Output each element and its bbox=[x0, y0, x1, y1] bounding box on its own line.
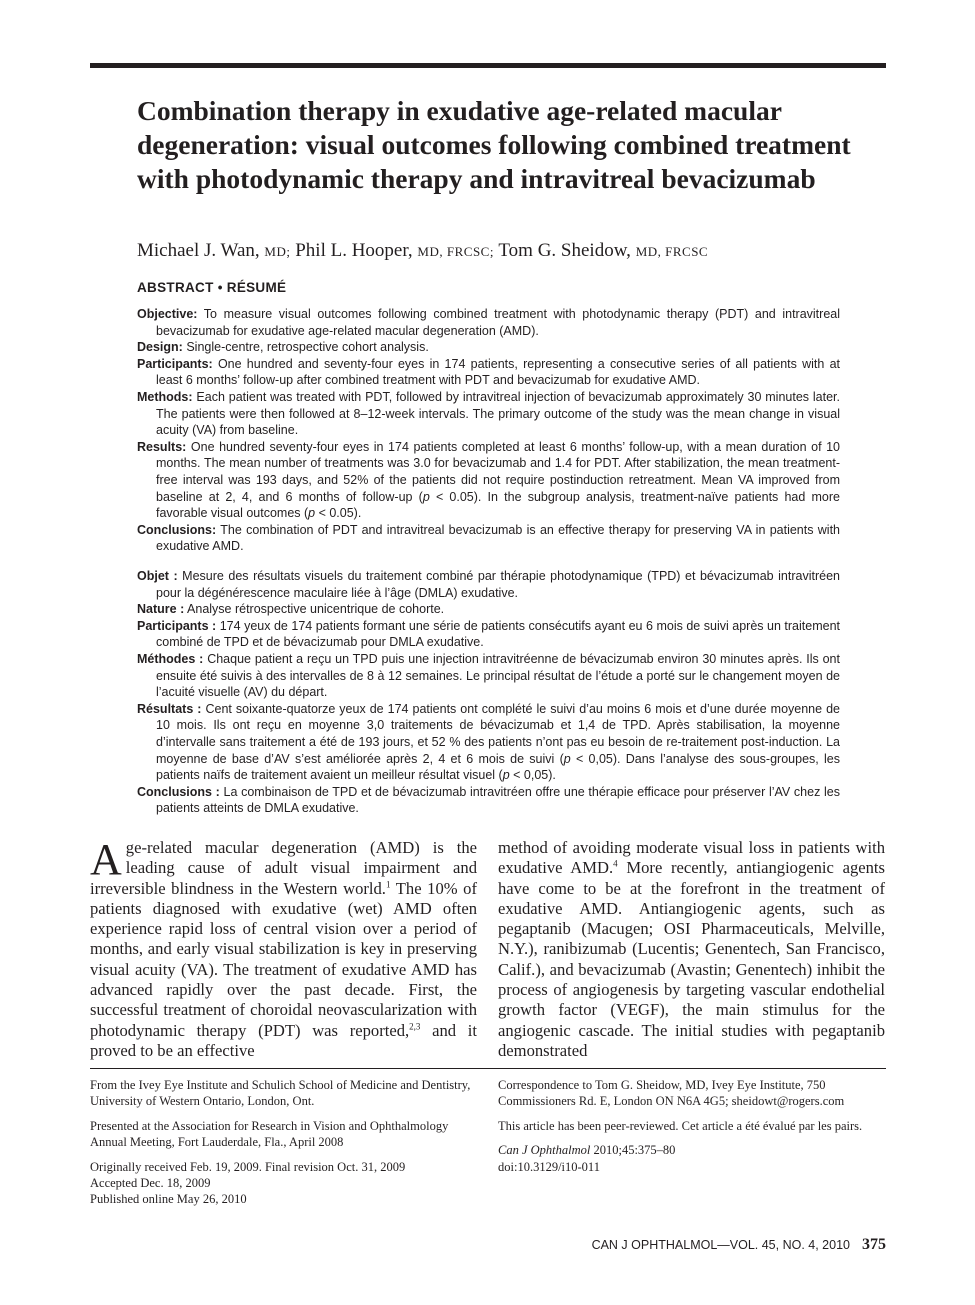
abstract-text: Single-centre, retrospective cohort analysis. bbox=[186, 340, 429, 355]
abstract-text: < 0.05). In the subgroup analysis, treatment-naïve patients had more favorable visual outcomes ( bbox=[156, 489, 840, 521]
resume-methodes bbox=[137, 651, 840, 701]
p-value-symbol: p bbox=[308, 506, 316, 521]
received-date: Originally received Feb. 19, 2009. Final revision Oct. 31, 2009 bbox=[90, 1159, 406, 1174]
abstract-label: Participants: bbox=[137, 356, 213, 371]
abstract-text: One hundred and seventy-four eyes in 174 patients, representing a consecutive series of all patients with at least 6 months’ follow-up after combined treatment with PDT and bevacizumab for exudative AMD. bbox=[156, 356, 840, 388]
author-degrees: MD; bbox=[264, 244, 291, 259]
body-text: method of avoiding moderate visual loss in patients with exudative AMD. bbox=[498, 838, 885, 878]
abstract-text: Analyse rétrospective unicentrique de cohorte. bbox=[187, 602, 445, 617]
author-name: Phil L. Hooper, bbox=[295, 240, 413, 261]
body-text: and it proved to be an effective bbox=[90, 1020, 477, 1060]
abstract-text: Mesure des résultats visuels du traitement combiné par thérapie photodynamique (TPD) et bévacizumab intravitréen pour la dégénérescence maculaire liée à l’âge (DMLA) exudative. bbox=[156, 569, 840, 600]
abstract-label: Participants : bbox=[137, 618, 217, 633]
author-name: Tom G. Sheidow, bbox=[498, 240, 631, 261]
p-value-symbol: p bbox=[563, 751, 571, 766]
abstract-label: Results: bbox=[137, 439, 187, 454]
abstract-label: Résultats : bbox=[137, 701, 202, 716]
abstract-text: < 0,05). bbox=[509, 768, 556, 783]
body-column-right bbox=[498, 838, 885, 1061]
abstract-label: Méthodes : bbox=[137, 651, 204, 666]
resume-participants bbox=[137, 618, 840, 651]
body-column-left bbox=[90, 835, 477, 1061]
abstract-label: Objective: bbox=[137, 307, 198, 321]
footnotes-left bbox=[90, 1077, 480, 1208]
citation bbox=[498, 1142, 888, 1158]
p-value-symbol: p bbox=[502, 768, 510, 783]
abstract-methods bbox=[137, 389, 840, 439]
abstract-text: One hundred seventy-four eyes in 174 patients completed at least 6 months’ follow-up, with a mean duration of 10 months. The mean number of treatments was 3.0 for bevacizumab and 1.4 for PDT. After stabilization, the mean treatment-free interval was 193 days, and 52% of the patients did not require postinduction retreatment. Mean VA improved from baseline at 2, 4, and 6 months of follow-up ( bbox=[156, 439, 840, 504]
footnote-rule bbox=[90, 1068, 886, 1069]
reference-marker: 2,3 bbox=[409, 1021, 421, 1032]
author-name: Michael J. Wan, bbox=[137, 240, 260, 261]
resume-resultats bbox=[137, 701, 840, 784]
abstract-label: Objet : bbox=[137, 569, 178, 583]
page-number: 375 bbox=[862, 1236, 886, 1253]
presentation-note: Presented at the Association for Research in Vision and Ophthalmology Annual Meeting, Fort Lauderdale, Fla., April 2008 bbox=[90, 1118, 449, 1150]
abstract-objective bbox=[137, 306, 840, 339]
abstract-label: Design: bbox=[137, 340, 183, 355]
abstract-label: Conclusions: bbox=[137, 522, 217, 537]
running-footer bbox=[579, 1236, 886, 1254]
abstract-label: Methods: bbox=[137, 389, 193, 404]
abstract-text: Cent soixante-quatorze yeux de 174 patients ont complété le suivi d’au moins 6 mois et d’une durée moyenne de 10 mois. Ils ont reçu en moyenne 3,0 traitements de bévacizumab et 1,4 de TPD. Après stabilisation, la moyenne d’intervalle sans traitement a été de 193 jours, et 52 % des patients n’ont pas eu besoin de re-traitement post-induction. La moyenne de base d’AV s’est améliorée après 2, 4 et 6 mois de suivi ( bbox=[156, 701, 840, 766]
resume-conclusions bbox=[137, 784, 840, 817]
correspondence-note: Correspondence to Tom G. Sheidow, MD, Ivey Eye Institute, 750 Commissioners Rd. E, London ON N6A 4G5; sheidowt@rogers.com bbox=[498, 1078, 845, 1109]
abstract-text: Each patient was treated with PDT, followed by intravitreal injection of bevacizumab approximately 30 minutes later. The patients were then followed at 8–12-week intervals. The primary outcome of the study was the mean change in visual acuity (VA) from baseline. bbox=[156, 389, 840, 438]
accepted-date: Accepted Dec. 18, 2009 bbox=[90, 1176, 211, 1191]
published-date: Published online May 26, 2010 bbox=[90, 1192, 247, 1207]
affiliation-note: From the Ivey Eye Institute and Schulich School of Medicine and Dentistry, University of Western Ontario, London, Ont. bbox=[90, 1078, 471, 1109]
abstract-text: 174 yeux de 174 patients formant une série de patients consécutifs ayant eu 6 mois de suivi après un traitement combiné de TPD et de bévacizumab pour DMLA exudative. bbox=[156, 618, 840, 650]
citation-details: 2010;45:375–80 bbox=[590, 1143, 676, 1158]
abstract-french bbox=[137, 568, 840, 817]
abstract-results bbox=[137, 439, 840, 522]
abstract-label: Conclusions : bbox=[137, 784, 220, 799]
footnotes-right bbox=[498, 1077, 888, 1175]
abstract-participants bbox=[137, 356, 840, 389]
journal-name: Can J Ophthalmol bbox=[498, 1143, 591, 1158]
abstract-english bbox=[137, 306, 840, 555]
drop-cap: A bbox=[90, 835, 122, 884]
abstract-label: Nature : bbox=[137, 602, 185, 617]
reference-marker: 1 bbox=[385, 879, 391, 890]
journal-issue: CAN J OPHTHALMOL—VOL. 45, NO. 4, 2010 bbox=[591, 1238, 850, 1252]
p-value-symbol: p bbox=[422, 489, 430, 504]
resume-objet bbox=[137, 568, 840, 601]
abstract-text: Chaque patient a reçu un TPD puis une injection intravitréenne de bévacizumab environ 30 minutes après. Ils ont ensuite été suivis à des intervalles de 8 à 12 semaines. Le principal résultat de l’étude a porté sur le changement moyen de l’acuité visuelle (AV) du départ. bbox=[156, 651, 840, 700]
doi: doi:10.3129/i10-011 bbox=[498, 1159, 600, 1174]
body-text: More recently, antiangiogenic agents have come to be at the forefront in the treatment of exudative AMD. Antiangiogenic agents, such as pegaptanib (Macugen; OSI Pharmaceuticals, Melville, N.Y.), ranibizumab (Lucentis; Genentech, San Francisco, Calif.), and bevacizumab (Avastin; Genentech) inhibit the process of angiogenesis by targeting vascular endothelial growth factor (VEGF), the main stimulus for the angiogenic cascade. The initial studies with pegaptanib demonstrated bbox=[498, 858, 886, 1060]
peer-review-note: This article has been peer-reviewed. Cet article a été évalué par les pairs. bbox=[498, 1118, 863, 1133]
abstract-heading: ABSTRACT • RÉSUMÉ bbox=[137, 280, 287, 295]
top-rule bbox=[90, 63, 886, 68]
author-line bbox=[137, 237, 857, 266]
reference-marker: 4 bbox=[613, 858, 618, 869]
resume-nature bbox=[137, 601, 840, 618]
body-text: The 10% of patients diagnosed with exudative (wet) AMD often experience rapid loss of central vision over a period of months, and early visual stabilization is key in preserving visual acuity (VA). The treatment of exudative AMD has advanced rapidly over the past decade. First, the successful treatment of choroidal neovascularization with photodynamic therapy (PDT) was reported, bbox=[90, 878, 477, 1040]
abstract-text: The combination of PDT and intravitreal bevacizumab is an effective therapy for preserving VA in patients with exudative AMD. bbox=[156, 522, 840, 554]
article-title: Combination therapy in exudative age-related macular degeneration: visual outcomes following combined treatment with photodynamic therapy and intravitreal bevacizumab bbox=[137, 95, 851, 194]
abstract-text: < 0,05). Dans l’analyse des sous-groupes, les patients naïfs de traitement avaient un meilleur résultat visuel ( bbox=[156, 751, 840, 783]
abstract-text: La combinaison de TPD et de bévacizumab intravitréen offre une thérapie efficace pour préserver l’AV chez les patients atteints de DMLA exudative. bbox=[156, 784, 840, 816]
abstract-text: To measure visual outcomes following combined treatment with photodynamic therapy (PDT) and intravitreal bevacizumab for exudative age-related macular degeneration (AMD). bbox=[156, 307, 840, 338]
body-text: ge-related macular degeneration (AMD) is the leading cause of adult visual impairment and irreversible blindness in the Western world. bbox=[90, 838, 477, 898]
author-degrees: MD, FRCSC bbox=[635, 244, 709, 259]
abstract-conclusions bbox=[137, 522, 840, 555]
author-degrees: MD, FRCSC; bbox=[417, 244, 494, 259]
abstract-design bbox=[137, 339, 840, 356]
abstract-text: < 0.05). bbox=[315, 506, 362, 521]
